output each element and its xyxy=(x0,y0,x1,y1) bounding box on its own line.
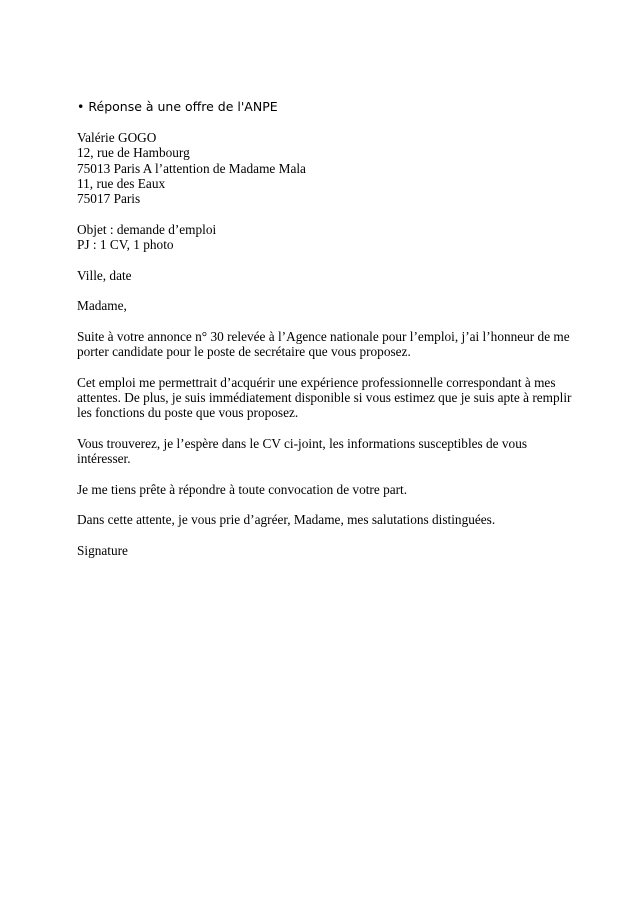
paragraph-4-text: Je me tiens prête à répondre à toute convocation de votre part. xyxy=(77,481,408,497)
paragraph-2-line-1: Cet emploi me permettrait d’acquérir une expérience professionnelle correspondant à mes xyxy=(77,374,556,390)
closing xyxy=(77,512,567,527)
letter-heading xyxy=(77,99,567,115)
sender-name: Valérie GOGO xyxy=(77,130,157,145)
sender-city-recipient-attention: 75013 Paris A l’attention de Madame Mala xyxy=(77,160,306,176)
recipient-city: 75017 Paris xyxy=(77,191,141,207)
place-date xyxy=(77,268,567,283)
salutation-text: Madame, xyxy=(77,298,127,314)
paragraph-3-line-1: Vous trouverez, je l’espère dans le CV ci-joint, les informations susceptibles de vous xyxy=(77,435,528,451)
address-block xyxy=(77,130,567,206)
salutation xyxy=(77,298,567,313)
signature-text: Signature xyxy=(77,543,128,559)
paragraph-3 xyxy=(77,436,567,467)
paragraph-3-line-2: intéresser. xyxy=(77,451,131,467)
paragraph-1-line-2: porter candidate pour le poste de secrétaire que vous proposez. xyxy=(77,344,411,360)
place-date-text: Ville, date xyxy=(77,267,132,283)
sender-street: 12, rue de Hambourg xyxy=(77,145,190,161)
attachments-line: PJ : 1 CV, 1 photo xyxy=(77,237,174,253)
paragraph-2-line-2: attentes. De plus, je suis immédiatement disponible si vous estimez que je suis apte à remplir xyxy=(77,390,572,406)
object-block xyxy=(77,222,567,253)
letter-content xyxy=(77,99,572,574)
paragraph-1-line-1: Suite à votre annonce n° 30 relevée à l’Agence nationale pour l’emploi, j’ai l’honneur de me xyxy=(77,328,570,344)
recipient-street: 11, rue des Eaux xyxy=(77,175,166,191)
paragraph-2-line-3: les fonctions du poste que vous proposez. xyxy=(77,405,299,421)
bullet-icon: • xyxy=(77,99,85,114)
object-line: Objet : demande d’emploi xyxy=(77,221,217,237)
paragraph-1 xyxy=(77,328,570,360)
paragraph-4 xyxy=(77,482,567,497)
heading-text: Réponse à une offre de l'ANPE xyxy=(88,99,278,114)
closing-text: Dans cette attente, je vous prie d’agréer, Madame, mes salutations distinguées. xyxy=(77,512,496,528)
signature xyxy=(77,543,567,558)
paragraph-2 xyxy=(77,374,572,421)
